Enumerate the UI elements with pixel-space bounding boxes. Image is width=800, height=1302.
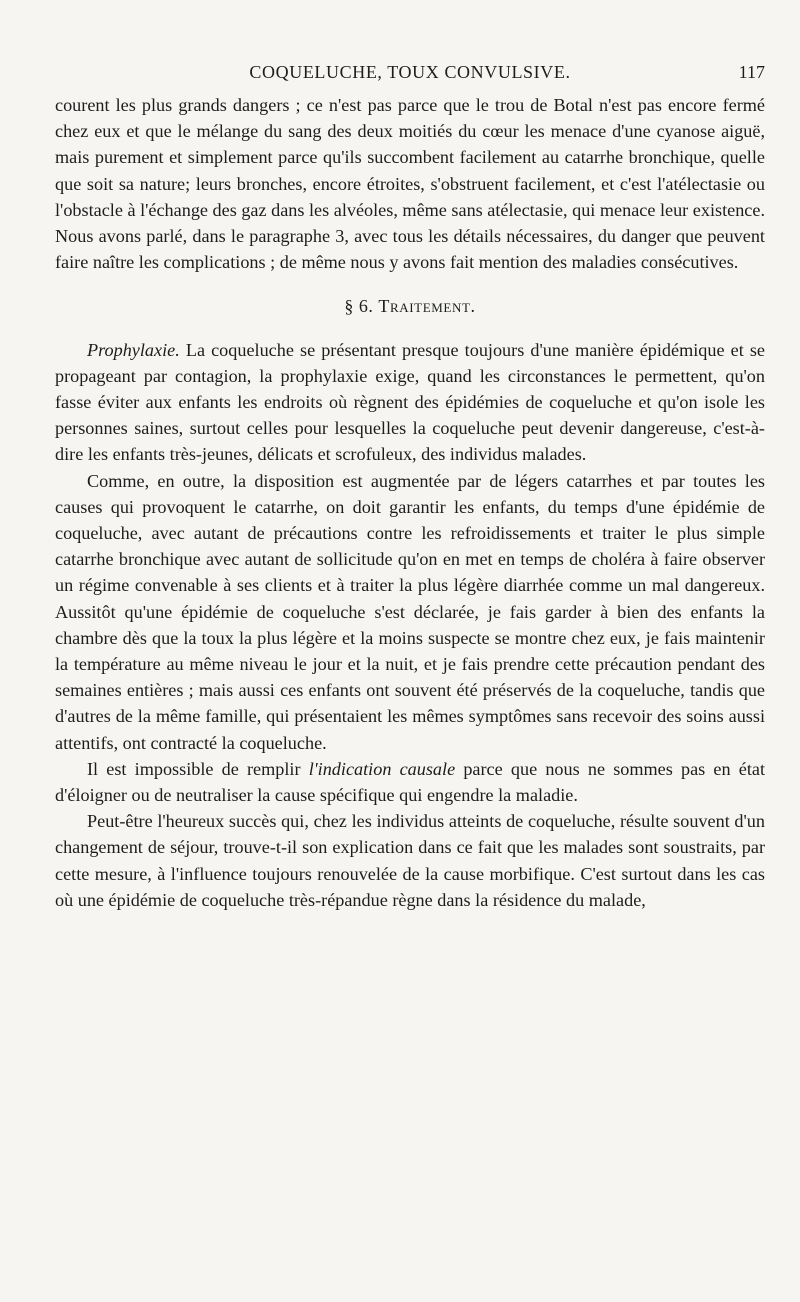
paragraph-5: Peut-être l'heureux succès qui, chez les individus atteints de coqueluche, résulte souvent d'un changement de séjour, trouve-t-il son explication dans ce fait que les malades sont soustraits, par cette mesure, à l'influence toujours renouvelée de la cause morbifique. C'est surtout dans les cas où une épidémie de coqueluche très-répandue règne dans la résidence du malade, bbox=[55, 811, 765, 910]
paragraph-4-before: Il est impossible de remplir bbox=[87, 758, 309, 779]
section-heading bbox=[55, 293, 765, 319]
paragraph-prophylaxie bbox=[55, 337, 765, 468]
paragraph-1: courent les plus grands dangers ; ce n'est pas parce que le trou de Botal n'est pas encore fermé chez eux et que le mélange du sang des deux moitiés du cœur les menace d'une cyanose aiguë, mais purement et simplement parce qu'ils succombent facilement au catarrhe bronchique, quelle que soit sa nature; leurs bronches, encore étroites, s'obstruent facilement, et c'est l'atélectasie ou l'obstacle à l'échange des gaz dans les alvéoles, même sans atélectasie, qui menace leur existence. Nous avons parlé, dans le paragraphe 3, avec tous les détails nécessaires, du danger que peuvent faire naître les complications ; de même nous y avons fait mention des maladies consécutives. bbox=[55, 95, 765, 273]
paragraph-4 bbox=[55, 756, 765, 808]
section-title: Traitement. bbox=[378, 296, 476, 317]
running-head bbox=[55, 62, 765, 86]
paragraph-4-italic: l'indication causale bbox=[308, 758, 456, 779]
section-number: § 6. bbox=[344, 296, 374, 317]
paragraph-3: Comme, en outre, la disposition est augmentée par de légers catarrhes et par toutes les causes qui provoquent le catarrhe, on doit garantir les enfants, du temps d'une épidémie de coqueluche, avec autant de précautions contre les refroidissements et traiter le plus simple catarrhe bronchique avec autant de sollicitude qu'on en met en temps de choléra à faire observer un régime convenable à ses clients et à traiter la plus légère diarrhée comme un mal dangereux. Aussitôt qu'une épidémie de coqueluche s'est déclarée, je fais garder à bien des enfants la chambre dès que la toux la plus légère et la moins suspecte se montre chez eux, je fais maintenir la température au même niveau le jour et la nuit, et je fais prendre cette précaution pendant des semaines entières ; mais aussi ces enfants ont souvent été préservés de la coqueluche, tandis que d'autres de la même famille, qui présentaient les mêmes symptômes sans recevoir des soins aussi attentifs, ont contracté la coqueluche. bbox=[55, 470, 765, 753]
running-title: COQUELUCHE, TOUX CONVULSIVE. bbox=[249, 62, 571, 82]
paragraph-2-text: La coqueluche se présentant presque toujours d'une manière épidémique et se propageant par contagion, la prophylaxie exige, quand les circonstances le permettent, qu'on fasse éviter aux enfants les endroits où règnent des épidémies de coqueluche et qu'on isole les personnes saines, surtout celles pour lesquelles la coqueluche peut devenir dangereuse, c'est-à-dire les enfants très-jeunes, délicats et scrofuleux, des individus malades. bbox=[55, 339, 765, 465]
body-text bbox=[55, 92, 765, 913]
paragraph-4-after: parce que nous ne sommes pas en état d'éloigner ou de neutraliser la cause spécifique qui engendre la maladie. bbox=[55, 758, 765, 806]
paragraph-lead: Prophylaxie. bbox=[87, 339, 180, 360]
page-number: 117 bbox=[738, 62, 765, 82]
